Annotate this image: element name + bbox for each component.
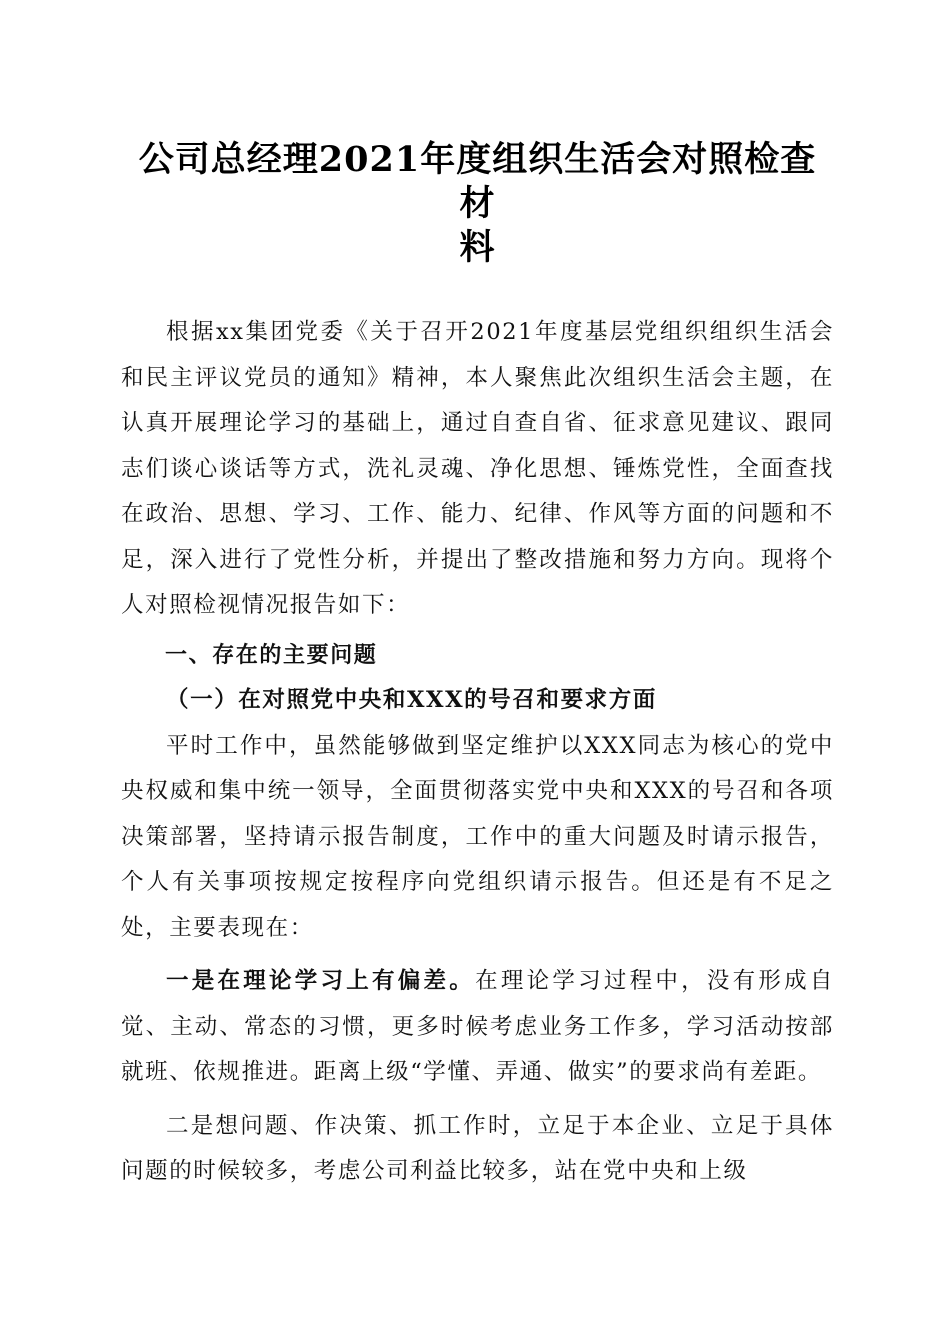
title-line-1: 公司总经理2021年度组织生活会对照检查材 — [138, 139, 817, 224]
document-title — [121, 138, 834, 270]
intro-paragraph: 根据xx集团党委《关于召开2021年度基层党组织组织生活会和民主评议党员的通知》精神，本人聚焦此次组织生活会主题，在认真开展理论学习的基础上，通过自查自省、征求意见建议、跟同志们谈心谈话等方式，洗礼灵魂、净化思想、锤炼党性，全面查找在政治、思想、学习、工作、能力、纪律、作风等方面的问题和不足，深入进行了党性分析，并提出了整改措施和努力方向。现将个人对照检视情况报告如下： — [121, 319, 834, 618]
paragraph-2-text: 在理论学习过程中，没有形成自觉、主动、常态的习惯，更多时候考虑业务工作多，学习活动按部就班、依规推进。距离上级“学懂、弄通、做实”的要求尚有差距。 — [121, 968, 835, 1085]
document-body — [121, 310, 834, 1195]
subsection-heading-1: （一）在对照党中央和XXX的号召和要求方面 — [166, 687, 657, 713]
section-heading-1: 一、存在的主要问题 — [165, 642, 378, 668]
paragraph-2 — [121, 959, 834, 1096]
title-line-2: 料 — [459, 227, 496, 268]
paragraph-1: 平时工作中，虽然能够做到坚定维护以XXX同志为核心的党中央权威和集中统一领导，全面贯彻落实党中央和XXX的号召和各项决策部署，坚持请示报告制度，工作中的重大问题及时请示报告，个人有关事项按规定按程序向党组织请示报告。但还是有不足之处，主要表现在： — [121, 732, 834, 941]
paragraph-2-lead: 一是在理论学习上有偏差。 — [166, 968, 476, 994]
paragraph-3: 二是想问题、作决策、抓工作时，立足于本企业、立足于具体问题的时候较多，考虑公司利益比较多，站在党中央和上级 — [121, 1112, 834, 1184]
